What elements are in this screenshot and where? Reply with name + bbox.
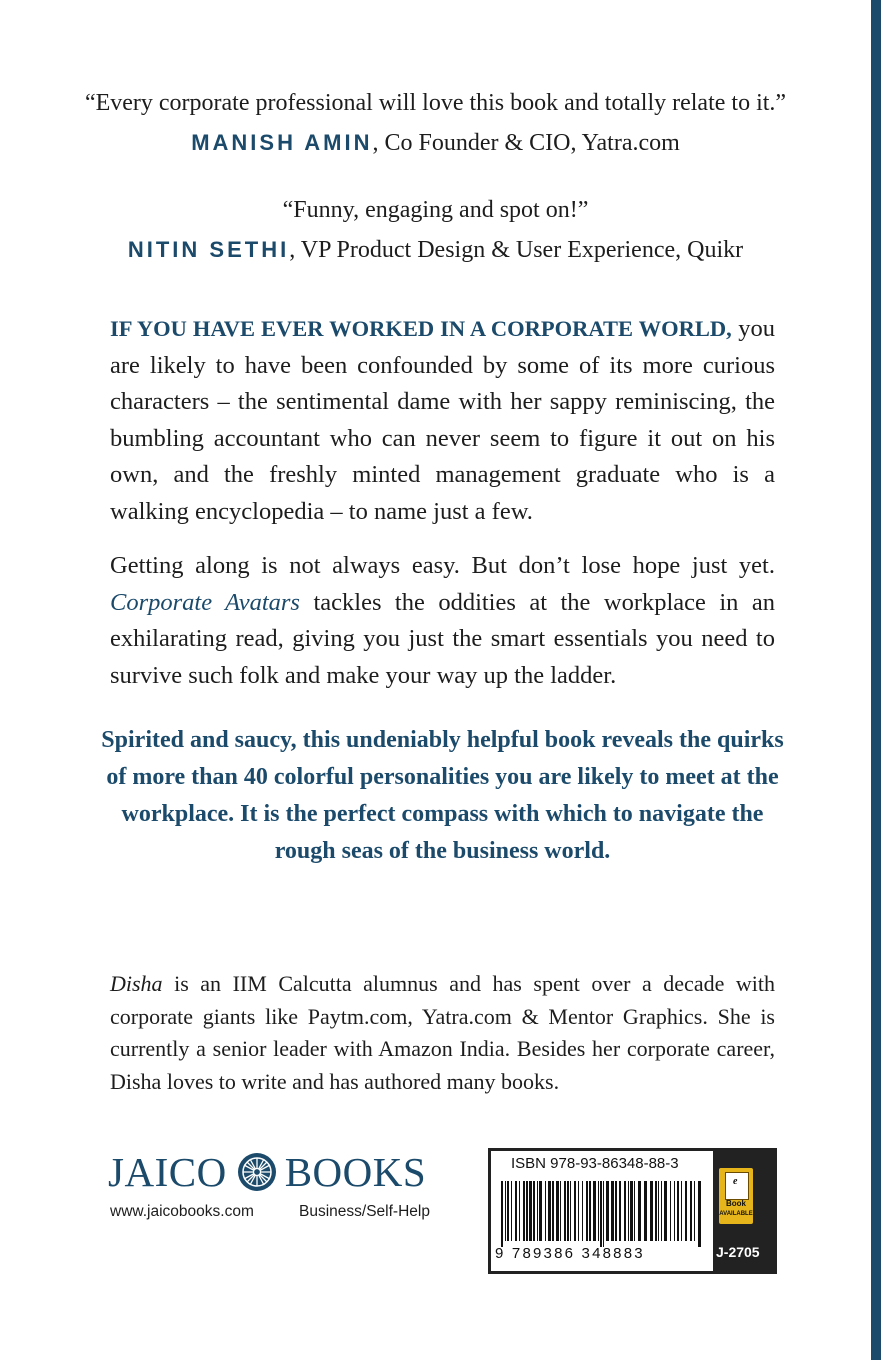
barcode-area — [491, 1151, 713, 1271]
barcode-bar — [615, 1181, 617, 1241]
barcode-bar — [650, 1181, 653, 1241]
blurb-paragraph-1 — [110, 311, 775, 530]
ebook-available-badge — [719, 1168, 753, 1224]
barcode-bar — [589, 1181, 591, 1241]
barcode-bar — [630, 1181, 633, 1241]
barcode-bar — [670, 1181, 671, 1241]
barcode-bar — [539, 1181, 542, 1241]
barcode-bar — [603, 1181, 604, 1247]
barcode-bar — [624, 1181, 626, 1241]
publisher-website: www.jaicobooks.com — [110, 1203, 254, 1220]
endorsement-1-quote: “Every corporate professional will love this book and totally relate to it.” — [84, 90, 787, 116]
barcode-bar — [600, 1181, 602, 1247]
endorsement-2 — [0, 195, 871, 265]
blurb-paragraph-1-text: you are likely to have been confounded by some of its more curious characters – the sentimental dame with her sappy reminiscing, the bumbling accountant who can never seem to figure it out on his own, and the freshly minted management graduate who is a walking encyclopedia – to name just a few. — [110, 315, 775, 525]
barcode-bar — [658, 1181, 659, 1241]
barcode-digits: 9 789386 348883 — [495, 1245, 645, 1262]
barcode-bar — [582, 1181, 583, 1241]
spine-edge — [871, 0, 881, 1360]
endorsement-1-name: MANISH AMIN — [191, 130, 373, 155]
barcode-bar — [523, 1181, 525, 1241]
barcode-bar — [501, 1181, 503, 1247]
barcode-bar — [611, 1181, 614, 1241]
barcode-bar — [619, 1181, 621, 1241]
barcode-bar — [519, 1181, 520, 1241]
blurb-highlight: Spirited and saucy, this undeniably helpful book reveals the quirks of more than 40 colorful personalities you are likely to meet at the workplace. It is the perfect compass with which to navigate the rough seas of the business world. — [101, 727, 784, 864]
author-name: Disha — [110, 971, 163, 996]
barcode-bar — [677, 1181, 679, 1241]
barcode-bar — [529, 1181, 532, 1241]
barcode-bar — [634, 1181, 635, 1241]
author-bio-text: is an IIM Calcutta alumnus and has spent over a decade with corporate giants like Paytm.com, Yatra.com & Mentor Graphics. She is currently a senior leader with Amazon India. Besides her corporate career, Disha loves to write and has authored many books. — [110, 971, 775, 1094]
barcode-bar — [515, 1181, 517, 1241]
barcode-bar — [681, 1181, 682, 1241]
author-bio — [110, 968, 775, 1098]
ebook-icon: e — [725, 1172, 749, 1200]
endorsement-1-attribution — [0, 128, 871, 158]
barcode-panel — [488, 1148, 777, 1274]
barcode-bar — [690, 1181, 692, 1241]
barcode-bar — [507, 1181, 509, 1241]
barcode-bar — [533, 1181, 535, 1241]
barcode-bar — [578, 1181, 579, 1241]
barcode-bar — [560, 1181, 561, 1241]
jaico-code: J-2705 — [716, 1244, 760, 1260]
barcode-bar — [598, 1181, 599, 1241]
publisher-name-left: JAICO — [108, 1149, 227, 1195]
barcode-bar — [593, 1181, 596, 1241]
book-title: Corporate Avatars — [110, 588, 300, 616]
blurb-paragraph-2-start: Getting along is not always easy. But don’t lose hope just yet. — [110, 552, 775, 579]
endorsement-1 — [0, 88, 871, 158]
wheel-icon — [237, 1152, 277, 1192]
barcode-bar — [638, 1181, 641, 1241]
blurb-paragraph-2 — [110, 548, 775, 694]
barcode-bar — [537, 1181, 538, 1241]
barcode-bar — [574, 1181, 576, 1241]
barcode-bar — [628, 1181, 629, 1241]
publisher-name-right: BOOKS — [284, 1149, 427, 1195]
barcode-bar — [661, 1181, 662, 1241]
endorsement-2-attribution — [0, 235, 871, 265]
barcode-bar — [567, 1181, 569, 1241]
blurb-paragraph-2-end: tackles the oddities at the workplace in an exhilarating read, giving you just the smart essentials you need to survive such folk and make your way up the ladder. — [110, 588, 776, 689]
barcode-bar — [511, 1181, 512, 1241]
barcode-bar — [685, 1181, 687, 1241]
barcode-bar — [570, 1181, 571, 1241]
barcode-bar — [552, 1181, 554, 1241]
ebook-badge-text: AVAILABLE — [719, 1211, 753, 1217]
barcode-bar — [664, 1181, 667, 1241]
barcode-bar — [526, 1181, 528, 1241]
endorsement-1-role: , Co Founder & CIO, Yatra.com — [372, 130, 680, 156]
ebook-label: Book — [726, 1199, 746, 1208]
barcode-bar — [698, 1181, 701, 1247]
blurb-lead: IF YOU HAVE EVER WORKED IN A CORPORATE WORLD, — [110, 316, 732, 341]
barcode-bar — [545, 1181, 546, 1241]
isbn-label: ISBN 978-93-86348-88-3 — [511, 1155, 679, 1172]
barcode-bar — [564, 1181, 566, 1241]
barcode-bar — [694, 1181, 695, 1241]
barcode-bar — [556, 1181, 559, 1241]
barcode-bar — [655, 1181, 657, 1241]
endorsement-2-quote: “Funny, engaging and spot on!” — [282, 197, 589, 223]
publisher-logo — [108, 1148, 426, 1196]
book-category: Business/Self-Help — [299, 1203, 430, 1220]
barcode-bar — [644, 1181, 647, 1241]
barcode-bar — [586, 1181, 588, 1241]
barcode-bars — [497, 1181, 707, 1247]
barcode-bar — [674, 1181, 675, 1241]
barcode-bar — [606, 1181, 609, 1241]
barcode-bar — [505, 1181, 506, 1241]
endorsement-2-role: , VP Product Design & User Experience, Quikr — [289, 237, 744, 263]
endorsement-2-name: NITIN SETHI — [127, 237, 290, 262]
barcode-bar — [548, 1181, 551, 1241]
